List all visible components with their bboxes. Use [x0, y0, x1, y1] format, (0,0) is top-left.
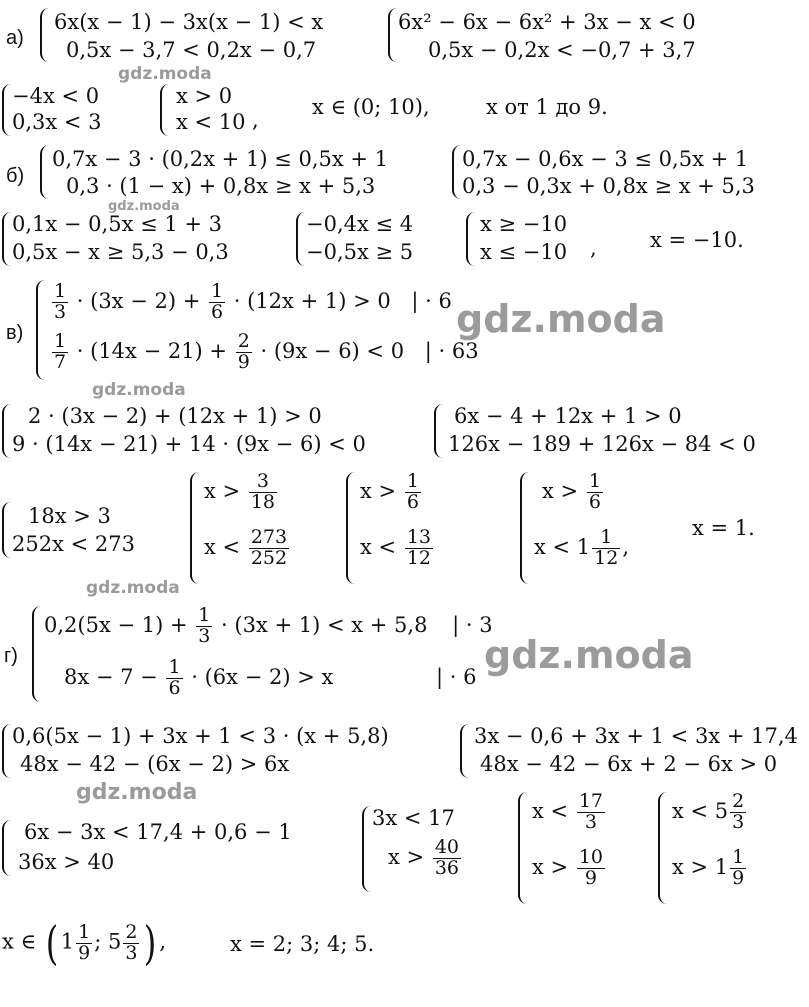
inequality: x > 0: [176, 84, 233, 108]
system-brace: [388, 8, 398, 62]
system-g-3: [460, 724, 800, 778]
inequality-row: [50, 282, 452, 323]
denominator: 6: [168, 676, 181, 699]
inequality: −0,4x ≤ 4: [306, 212, 414, 236]
system-v-5: [190, 472, 310, 584]
interval-g: [2, 916, 167, 970]
expr-part: x <: [360, 534, 397, 559]
answer-g: x = 2; 3; 4; 5.: [230, 932, 375, 956]
inequality-row: [534, 528, 629, 569]
expr-part: x < 5: [672, 798, 729, 823]
label-a: а): [6, 27, 24, 49]
system-v-3: [434, 404, 774, 458]
inequality-row: [50, 332, 479, 373]
inequality: 252x < 273: [12, 532, 135, 556]
numerator: 1: [54, 330, 67, 352]
numerator: 13: [406, 526, 431, 548]
label-v: в): [6, 322, 24, 344]
numerator: 1: [406, 470, 419, 492]
inequality: 0,3 − 0,3x + 0,8x ≥ x + 5,3: [462, 174, 755, 198]
comma: ,: [590, 236, 597, 260]
inequality: −0,5x ≥ 5: [306, 240, 414, 264]
inequality: 0,5x − 3,7 < 0,2x − 0,7: [66, 38, 317, 62]
watermark: gdz.moda: [456, 297, 666, 341]
multiplier: | · 63: [424, 338, 479, 363]
watermark: gdz.moda: [108, 199, 180, 214]
numerator: 1: [168, 656, 181, 678]
numerator: 1: [54, 280, 67, 302]
numerator: 2: [125, 920, 138, 943]
paren-right: ): [144, 916, 157, 970]
denominator: 6: [211, 300, 224, 323]
expr-part: x <: [532, 798, 569, 823]
inequality: 6x − 3x < 17,4 + 0,6 − 1: [24, 820, 292, 844]
system-g-7: [658, 792, 778, 904]
inequality: 6x² − 6x − 6x² + 3x − x < 0: [398, 10, 696, 34]
fraction: [209, 282, 225, 323]
system-g-2: [2, 724, 422, 778]
fraction: [196, 606, 212, 647]
inequality: 3x − 0,6 + 3x + 1 < 3x + 17,4: [474, 724, 798, 748]
system-v-2: [2, 404, 402, 458]
inequality-row: [204, 472, 279, 513]
inequality-row: [360, 528, 435, 569]
inequality: 0,1x − 0,5x ≤ 1 + 3: [12, 212, 223, 236]
system-brace: [466, 212, 476, 266]
fraction: [249, 472, 277, 513]
fraction: [577, 792, 605, 833]
expr-part: · (12x + 1) > 0: [233, 288, 391, 313]
inequality: 0,5x − 0,2x < −0,7 + 3,7: [428, 38, 696, 62]
interval-a: x ∈ (0; 10),: [312, 95, 430, 119]
fraction: [166, 658, 182, 699]
label-g: г): [4, 645, 18, 667]
denominator: 6: [406, 490, 419, 513]
denominator: 9: [584, 866, 597, 889]
watermark: gdz.moda: [484, 633, 694, 677]
inequality: 0,3 · (1 − x) + 0,8x ≥ x + 5,3: [66, 174, 376, 198]
inequality: −4x < 0: [12, 84, 100, 108]
inequality-row: [672, 848, 748, 889]
inequality-row: [44, 606, 493, 647]
watermark: gdz.moda: [118, 64, 212, 84]
expr-part: x < 1: [534, 534, 591, 559]
system-brace: [2, 502, 12, 558]
denominator: 3: [732, 810, 745, 833]
inequality: x < 10: [176, 110, 246, 134]
expr-part: · (14x − 21) +: [76, 338, 228, 363]
system-a-4: [160, 84, 270, 136]
system-brace: [518, 792, 528, 904]
numerator: 1: [211, 280, 224, 302]
numerator: 1: [198, 604, 211, 626]
system-brace: [2, 724, 12, 778]
system-brace: [160, 84, 170, 136]
system-brace: [40, 8, 50, 62]
inequality: 36x > 40: [18, 850, 115, 874]
expr-part: x >: [388, 844, 425, 869]
expr-part: · (9x − 6) < 0: [260, 338, 405, 363]
paren-left: (: [45, 916, 59, 970]
fraction: [52, 332, 68, 373]
inequality: 3x < 17: [372, 806, 455, 830]
fraction: [76, 920, 92, 964]
inequality-row: [532, 792, 607, 833]
denominator: 18: [250, 490, 275, 513]
label-b: б): [6, 165, 25, 187]
system-brace: [190, 472, 200, 584]
fraction: [730, 792, 746, 833]
expr-part: x > 1: [672, 854, 729, 879]
denominator: 6: [588, 490, 601, 513]
system-v-4: [2, 502, 162, 558]
denominator: 7: [54, 350, 67, 373]
multiplier: | · 6: [411, 288, 452, 313]
system-brace: [346, 472, 356, 584]
system-brace: [434, 404, 444, 458]
expr-part: · (6x − 2) > x: [191, 664, 334, 689]
answer-b: x = −10.: [650, 228, 744, 252]
inequality: x ≥ −10: [480, 212, 568, 236]
system-b-3: [2, 212, 262, 266]
fraction: [577, 848, 605, 889]
answer-a: x от 1 до 9.: [486, 95, 608, 119]
fraction: [587, 472, 603, 513]
expr-part: 8x − 7 −: [64, 664, 158, 689]
numerator: 273: [250, 526, 288, 548]
inequality: x ≤ −10: [480, 240, 568, 264]
system-a-3: [2, 84, 132, 136]
system-brace: [2, 84, 12, 136]
inequality-row: [672, 792, 748, 833]
inequality: 0,7x − 0,6x − 3 ≤ 0,5x + 1: [462, 147, 749, 171]
numerator: 40: [434, 836, 459, 858]
comma: ,: [622, 534, 630, 559]
system-brace: [2, 212, 12, 266]
multiplier: | · 3: [452, 612, 493, 637]
fraction: [730, 848, 746, 889]
denominator: 9: [237, 350, 250, 373]
inequality-row: [542, 472, 605, 513]
system-brace: [36, 280, 46, 380]
numerator: 2: [732, 790, 745, 812]
inequality: 0,5x − x ≥ 5,3 − 0,3: [12, 240, 229, 264]
system-brace: [32, 606, 42, 702]
comma: ,: [252, 108, 259, 132]
watermark: gdz.moda: [86, 578, 180, 598]
inequality-row: [64, 658, 476, 699]
system-b-5: [466, 212, 606, 266]
denominator: 252: [250, 546, 288, 569]
numerator: 3: [249, 472, 277, 493]
system-v-6: [346, 472, 456, 584]
system-brace: [362, 806, 372, 892]
system-a-1: [40, 8, 360, 62]
inequality: 0,3x < 3: [12, 110, 102, 134]
denominator: 3: [54, 300, 67, 323]
numerator: 1: [592, 528, 620, 549]
inequality: 48x − 42 − (6x − 2) > 6x: [20, 752, 290, 776]
numerator: 1: [588, 470, 601, 492]
watermark: gdz.moda: [92, 380, 186, 400]
inequality: 6x(x − 1) − 3x(x − 1) < x: [54, 10, 324, 34]
expr-part: x >: [204, 478, 241, 503]
denominator: 3: [125, 941, 138, 964]
inequality-row: [532, 848, 607, 889]
system-b-1: [40, 145, 420, 199]
expr-part: x >: [542, 478, 579, 503]
denominator: 36: [434, 856, 459, 879]
fraction: [249, 528, 289, 569]
fraction: [52, 282, 68, 323]
system-g-1: [32, 606, 502, 702]
denominator: 12: [594, 546, 619, 569]
system-brace: [520, 472, 530, 584]
expr-part: · (3x + 1) < x + 5,8: [221, 612, 428, 637]
inequality: 0,6(5x − 1) + 3x + 1 < 3 · (x + 5,8): [12, 724, 389, 748]
numerator: 10: [578, 846, 603, 868]
numerator: 2: [237, 330, 250, 352]
denominator: 12: [406, 546, 431, 569]
fraction: [405, 472, 421, 513]
inequality-row: [360, 472, 423, 513]
system-a-2: [388, 8, 728, 62]
expr-part: 0,2(5x − 1) +: [44, 612, 188, 637]
watermark: gdz.moda: [76, 780, 198, 805]
inequality: 126x − 189 + 126x − 84 < 0: [448, 432, 756, 456]
whole-part: 5: [107, 929, 122, 954]
fraction: [236, 332, 252, 373]
system-g-5: [362, 806, 482, 892]
system-b-2: [452, 145, 792, 199]
inequality: 18x > 3: [28, 504, 111, 528]
denominator: 9: [78, 941, 91, 964]
numerator: 1: [78, 920, 91, 943]
denominator: 3: [584, 810, 597, 833]
system-brace: [658, 792, 668, 904]
whole-part: 1: [60, 929, 75, 954]
fraction: [123, 920, 139, 964]
fraction: [592, 528, 620, 569]
inequality-row: [388, 838, 463, 879]
fraction: [405, 528, 433, 569]
expr-part: · (3x − 2) +: [76, 288, 201, 313]
denominator: 3: [198, 624, 211, 647]
system-brace: [40, 145, 50, 199]
inequality-row: [204, 528, 291, 569]
system-g-6: [518, 792, 628, 904]
system-v-1: [36, 280, 479, 380]
separator: ;: [94, 929, 102, 954]
denominator: 9: [732, 866, 745, 889]
inequality: 48x − 42 − 6x + 2 − 6x > 0: [480, 752, 778, 776]
expr-part: x ∈: [2, 929, 37, 954]
inequality: 2 · (3x − 2) + (12x + 1) > 0: [28, 404, 322, 428]
system-g-4: [2, 820, 322, 876]
inequality: 0,7x − 3 · (0,2x + 1) ≤ 0,5x + 1: [52, 147, 388, 171]
expr-part: x <: [204, 534, 241, 559]
numerator: 1: [732, 846, 745, 868]
system-brace: [2, 820, 12, 876]
numerator: 17: [578, 790, 603, 812]
inequality: 6x − 4 + 12x + 1 > 0: [454, 404, 682, 428]
fraction: [433, 838, 461, 879]
system-brace: [460, 724, 470, 778]
expr-part: x >: [532, 854, 569, 879]
system-brace: [296, 212, 306, 266]
inequality: 9 · (14x − 21) + 14 · (9x − 6) < 0: [12, 432, 366, 456]
expr-part: x >: [360, 478, 397, 503]
comma: ,: [159, 929, 167, 954]
system-b-4: [296, 212, 436, 266]
system-v-7: [520, 472, 650, 584]
multiplier: | · 6: [436, 664, 477, 689]
answer-v: x = 1.: [692, 516, 755, 540]
system-brace: [452, 145, 462, 199]
system-brace: [2, 404, 12, 458]
